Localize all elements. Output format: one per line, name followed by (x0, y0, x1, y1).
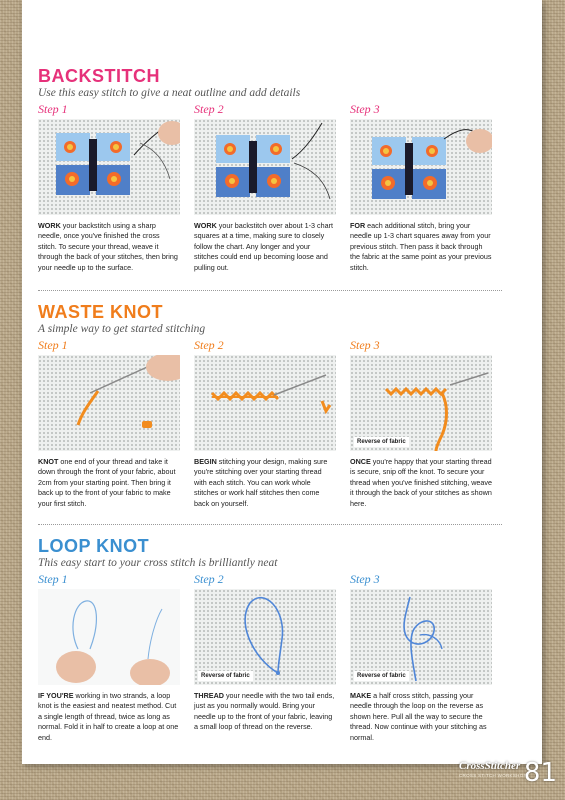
section-title: LOOP KNOT (38, 536, 150, 556)
step-photo (350, 589, 492, 685)
step-3 (350, 572, 492, 743)
brand-logo: CrossStitcher (459, 760, 521, 772)
butterfly-illustration (350, 119, 492, 215)
step-label: Step 3 (350, 572, 380, 586)
step-label: Step 3 (350, 338, 380, 352)
thread-loop-illustration (38, 589, 180, 685)
needle-thread-illustration (38, 355, 180, 451)
section-title: WASTE KNOT (38, 302, 163, 322)
butterfly-illustration (194, 119, 336, 215)
section-divider (38, 290, 502, 291)
section-subtitle: A simple way to get started stitching (38, 323, 206, 335)
step-caption: BEGIN stitching your design, making sure you're stitching over your starting thread with each stitch. You can work whole stitches or work half stitches then come back on yourself. (194, 457, 328, 508)
step-1 (38, 572, 180, 743)
needle-thread-illustration (194, 355, 336, 451)
section-divider (38, 524, 502, 525)
section-title: BACKSTITCH (38, 66, 160, 86)
step-photo (350, 119, 492, 215)
step-photo (350, 355, 492, 451)
step-label: Step 1 (38, 572, 68, 586)
step-caption: WORK your backstitch over about 1-3 chart squares at a time, making sure to closely follow the chart. Any longer and your stitches could end up becoming loose and pulling out. (194, 221, 334, 272)
step-3 (350, 338, 492, 509)
step-caption: FOR each additional stitch, bring your needle up 1-3 chart squares away from your previous stitch. Then pass it back through the fabric at the same point as your previous stitch. (350, 221, 492, 272)
step-caption: THREAD your needle with the two tail ends, just as you normally would. Bring your needle up to the front of your fabric, leaving a small loop of thread on the reverse. (194, 691, 335, 732)
brand-subtitle: CROSS STITCH WORKSHOP (459, 773, 527, 778)
step-label: Step 2 (194, 338, 224, 352)
step-label: Step 1 (38, 338, 68, 352)
step-caption: WORK your backstitch using a sharp needle, once you've finished the cross stitch. To secure your thread, weave it through the back of your stitches, then bring your needle up to the surface. (38, 221, 178, 272)
section-subtitle: This easy start to your cross stitch is brilliantly neat (38, 557, 278, 569)
step-photo (194, 355, 336, 451)
step-caption: ONCE you're happy that your starting thread is secure, snip off the knot. To secure your thread when you've finished stitching, weave it through the back of your stitches as shown here. (350, 457, 493, 508)
reverse-tag: Reverse of fabric (354, 671, 409, 681)
section-loop-knot (38, 536, 502, 742)
step-photo (194, 119, 336, 215)
step-1 (38, 102, 180, 273)
reverse-tag: Reverse of fabric (354, 437, 409, 447)
step-caption: MAKE a half cross stitch, passing your needle through the loop on the reverse as shown here. Pull all the way to secure the thread. Now continue with your stitching as normal. (350, 691, 487, 742)
step-photo (38, 589, 180, 685)
section-backstitch (38, 66, 502, 272)
step-label: Step 2 (194, 572, 224, 586)
step-photo (194, 589, 336, 685)
step-2 (194, 102, 336, 273)
step-label: Step 2 (194, 102, 224, 116)
section-subtitle: Use this easy stitch to give a neat outline and add details (38, 87, 301, 99)
section-waste-knot (38, 302, 502, 508)
butterfly-illustration (38, 119, 180, 215)
step-3 (350, 102, 492, 273)
step-2 (194, 338, 336, 509)
step-label: Step 1 (38, 102, 68, 116)
step-photo (38, 355, 180, 451)
step-caption: KNOT one end of your thread and take it down through the front of your fabric, about 2cm from your starting point. Then bring it back up to the front of your fabric to make your first stitch. (38, 457, 176, 508)
step-label: Step 3 (350, 102, 380, 116)
step-caption: IF YOU'RE working in two strands, a loop knot is the easiest and neatest method. Cut a single length of thread, twice as long as normal. Fold it in half to create a loop at one end. (38, 691, 179, 742)
reverse-tag: Reverse of fabric (198, 671, 253, 681)
page-number: 81 (523, 758, 557, 788)
step-photo (38, 119, 180, 215)
page-footer (455, 756, 565, 790)
step-2 (194, 572, 336, 733)
step-1 (38, 338, 180, 509)
